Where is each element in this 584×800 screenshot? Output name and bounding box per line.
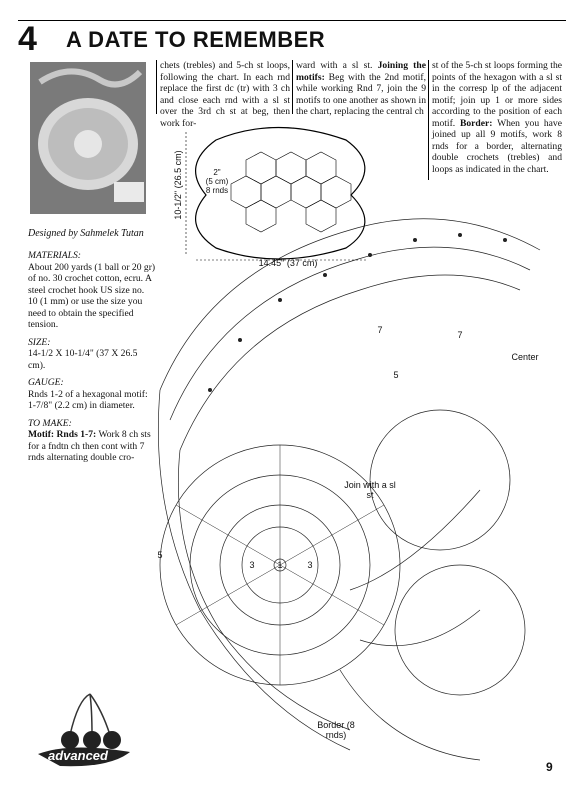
- col4-text-a: st of the 5-ch st loops forming the points of the hexagon with a sl st in the corresp lp of the adjacent motif; join up 1 or more sides according to the position of each motif.: [432, 60, 562, 129]
- width-label: 14.45" (37 cm): [258, 258, 318, 268]
- column-divider: [428, 60, 429, 180]
- page-header: [18, 20, 566, 57]
- round-number: 7: [377, 325, 383, 335]
- to-make-heading: TO MAKE:: [28, 417, 72, 429]
- instructions-col4: [432, 60, 562, 175]
- size-heading: SIZE:: [28, 336, 51, 348]
- gauge-text: Rnds 1-2 of a hexagonal motif: 1-7/8" (2.2 cm) in diameter.: [28, 388, 148, 411]
- round-number: 5: [393, 370, 399, 380]
- crochet-chart: [150, 190, 570, 770]
- col3-text-a: ward with a sl st.: [296, 60, 373, 71]
- motif-size-label: 2" (5 cm) 8 rnds: [205, 168, 229, 195]
- border-heading: Border:: [459, 117, 493, 129]
- column-divider: [156, 60, 157, 114]
- pattern-title: A DATE TO REMEMBER: [66, 27, 326, 52]
- motif-title: Motif: Rnds 1-7:: [28, 429, 97, 440]
- doily-photo: [30, 62, 146, 214]
- column-divider: [292, 60, 293, 114]
- center-label: Center: [511, 352, 539, 362]
- instructions-left: [28, 244, 156, 464]
- instructions-col2: chets (trebles) and 5-ch st loops, following the chart. In each rnd replace the first dc (tr) with 3 ch and close each rnd with a sl st over the 3rd ch st at beg, then work for-: [160, 60, 290, 129]
- motif-paragraph: [28, 429, 156, 464]
- round-number: 3: [249, 560, 255, 570]
- size-text: 14-1/2 X 10-1/4" (37 X 26.5 cm).: [28, 348, 138, 371]
- designer-credit: Designed by Sahmelek Tutan: [28, 228, 144, 239]
- col4-text-b: When you have joined up all 9 motifs, work 8 rnds for a border, alternating double crochets (trebles) and loops as indicated in the chart.: [432, 117, 562, 175]
- height-label: 10-1/2" (26.5 cm): [173, 150, 183, 220]
- materials-text: About 200 yards (1 ball or 20 gr) of no. 30 crochet cotton, ecru. A steel crochet hook US size no. 10 (1 mm) or use the size you need to obtain the specified tension.: [28, 261, 156, 330]
- round-number: 1: [277, 560, 283, 570]
- pattern-number: 4: [18, 20, 37, 58]
- instructions-col3: [296, 60, 426, 118]
- round-number: 7: [457, 330, 463, 340]
- motif-text: Work 8 ch sts for a fndtn ch then cont with 7 rnds alternating double cro-: [28, 429, 151, 463]
- joining-heading: Joining the motifs:: [296, 60, 426, 83]
- difficulty-label: advanced: [48, 748, 108, 763]
- col3-text-b: Beg with the 2nd motif, while working Rnd 7, join the 9 motifs to one another as shown in the chart, replacing the central ch: [296, 71, 426, 117]
- difficulty-badge: [30, 690, 140, 770]
- border-label: Border (8 rnds): [317, 720, 355, 740]
- round-number: 5: [157, 550, 163, 560]
- join-label: Join with a sl st: [344, 480, 396, 500]
- gauge-heading: GAUGE:: [28, 377, 64, 388]
- materials-heading: MATERIALS:: [28, 250, 81, 261]
- page-number: 9: [546, 760, 553, 774]
- round-number: 3: [307, 560, 313, 570]
